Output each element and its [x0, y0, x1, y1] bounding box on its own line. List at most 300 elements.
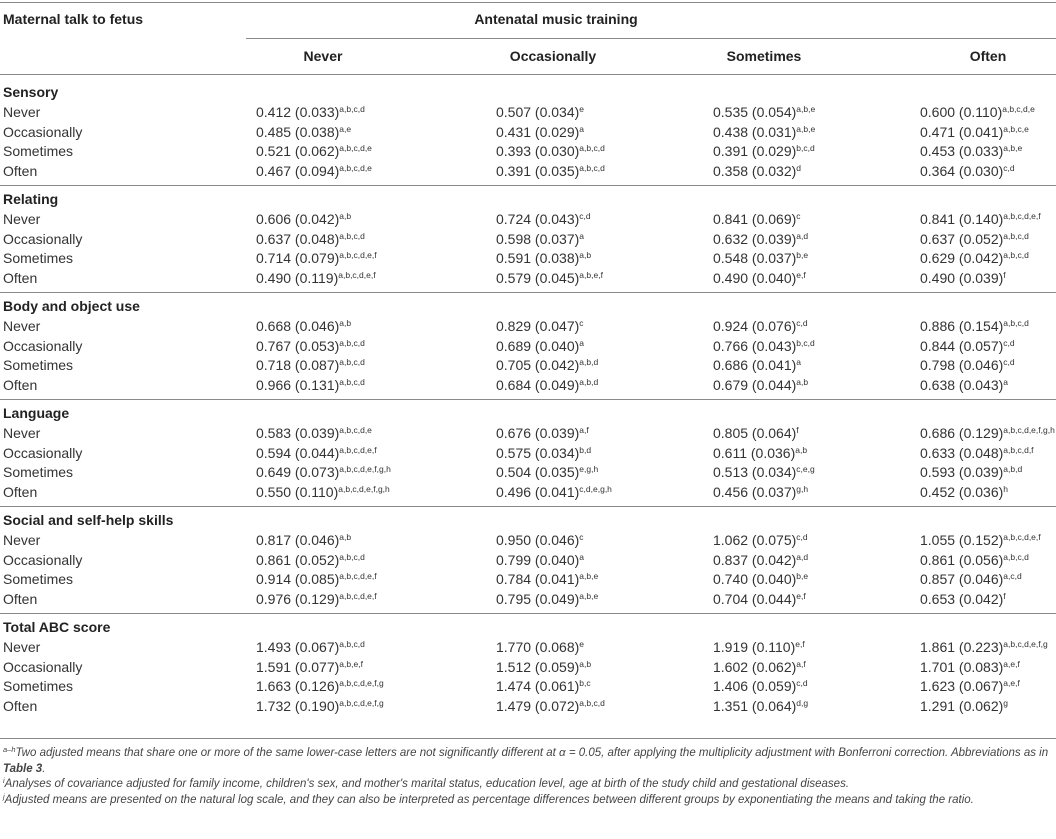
- significance-letters: a,b,c,d: [339, 357, 365, 367]
- cell-occasionally: [496, 357, 598, 373]
- significance-letters: a,b: [339, 211, 352, 221]
- cell-never: [256, 270, 376, 286]
- row-label: Sometimes: [3, 464, 74, 480]
- significance-letters: a,b,c,d: [339, 376, 365, 387]
- row-label: Occasionally: [3, 337, 83, 354]
- cell-sometimes: [713, 231, 808, 247]
- footnote-sup-j: j: [3, 791, 5, 801]
- significance-letters: a,b,c,d,e,f: [1003, 211, 1041, 221]
- adjusted-mean-value: 1.663 (0.126): [256, 678, 340, 694]
- cell-sometimes: [713, 659, 806, 675]
- adjusted-mean-value: 1.701 (0.083): [920, 658, 1004, 675]
- footnote-sup-i: i: [3, 776, 5, 786]
- significance-letters: a,b,c,e: [1003, 123, 1029, 134]
- cell-occasionally: [496, 464, 598, 480]
- cell-sometimes: [713, 357, 801, 373]
- cell-occasionally: [496, 659, 591, 675]
- column-header-sometimes: Sometimes: [726, 48, 802, 64]
- row-label: Never: [3, 104, 41, 120]
- row-label: Often: [3, 376, 38, 393]
- cell-never: [256, 377, 365, 393]
- adjusted-mean-value: 1.732 (0.190): [256, 697, 340, 714]
- cell-occasionally: [496, 104, 584, 120]
- cell-never: [256, 211, 351, 227]
- section-divider: [0, 506, 1056, 507]
- cell-never: [256, 318, 351, 334]
- row-header-label: Maternal talk to fetus: [3, 11, 144, 27]
- footnote-table-ref[interactable]: Table 3: [3, 762, 43, 775]
- cell-occasionally: [496, 270, 603, 286]
- significance-letters: c: [579, 532, 584, 542]
- adjusted-mean-value: 0.704 (0.044): [713, 590, 797, 607]
- cell-often: [920, 659, 1020, 675]
- significance-letters: a,f: [796, 658, 806, 669]
- significance-letters: c: [579, 318, 584, 328]
- cell-sometimes: [713, 250, 808, 266]
- significance-letters: a,b: [339, 532, 352, 542]
- cell-occasionally: [496, 318, 584, 334]
- adjusted-mean-value: 1.062 (0.075): [713, 532, 797, 548]
- group-header-label: Antenatal music training: [474, 11, 638, 27]
- adjusted-mean-value: 0.606 (0.042): [256, 211, 340, 227]
- row-label: Often: [3, 269, 38, 286]
- significance-letters: b,c,d: [796, 337, 815, 348]
- cell-often: [920, 143, 1022, 159]
- adjusted-mean-value: 0.358 (0.032): [713, 162, 797, 179]
- group-header-rule: [246, 38, 1056, 39]
- adjusted-mean-value: 0.507 (0.034): [496, 104, 580, 120]
- row-label: Sometimes: [3, 571, 74, 587]
- adjusted-mean-value: 1.623 (0.067): [920, 678, 1004, 694]
- significance-letters: a,b,c,d,e,f: [339, 250, 377, 260]
- cell-sometimes: [713, 678, 808, 694]
- adjusted-mean-value: 0.637 (0.048): [256, 230, 340, 247]
- adjusted-mean-value: 0.841 (0.140): [920, 211, 1004, 227]
- significance-letters: a: [1003, 376, 1009, 387]
- cell-sometimes: [713, 377, 808, 393]
- header-bottom-rule: [0, 74, 1056, 75]
- cell-sometimes: [713, 532, 808, 548]
- row-label: Never: [3, 532, 41, 548]
- significance-letters: a,b,c,d,e: [339, 143, 372, 153]
- adjusted-mean-value: 0.886 (0.154): [920, 318, 1004, 334]
- significance-letters: a,b,c,d,e,f,g: [1003, 639, 1048, 649]
- significance-letters: b,e: [796, 571, 809, 581]
- cell-occasionally: [496, 338, 584, 354]
- section-divider: [0, 613, 1056, 614]
- significance-letters: a,b,c,d,e,f: [339, 571, 377, 581]
- significance-letters: a,b,c,d,e: [1002, 104, 1035, 114]
- adjusted-mean-value: 0.638 (0.043): [920, 376, 1004, 393]
- cell-often: [920, 250, 1029, 266]
- significance-letters: a,b,c,d,e,f: [1003, 532, 1041, 542]
- adjusted-mean-value: 0.718 (0.087): [256, 357, 340, 373]
- adjusted-mean-value: 0.600 (0.110): [920, 104, 1003, 120]
- significance-letters: a,b,e,f: [579, 269, 603, 280]
- adjusted-mean-value: 0.438 (0.031): [713, 123, 797, 140]
- footnote-log-scale-text: Adjusted means are presented on the natural log scale, and they can also be interpreted as percentage differences between different groups by exponentiating the means and taking the ratio.: [4, 793, 974, 806]
- cell-never: [256, 104, 365, 120]
- cell-often: [920, 425, 1055, 441]
- cell-occasionally: [496, 532, 584, 548]
- adjusted-mean-value: 0.453 (0.033): [920, 143, 1004, 159]
- significance-letters: a: [796, 357, 802, 367]
- significance-letters: d: [796, 162, 802, 173]
- adjusted-mean-value: 0.767 (0.053): [256, 337, 340, 354]
- significance-letters: a,b,c,d,e,f,g,h: [1003, 425, 1055, 435]
- section-divider: [0, 292, 1056, 293]
- cell-often: [920, 211, 1041, 227]
- adjusted-mean-value: 0.490 (0.039): [920, 269, 1004, 286]
- cell-sometimes: [713, 318, 808, 334]
- significance-letters: a,d: [796, 230, 809, 241]
- significance-letters: b,d: [579, 444, 592, 455]
- cell-sometimes: [713, 698, 808, 714]
- cell-sometimes: [713, 211, 801, 227]
- significance-letters: a: [579, 337, 585, 348]
- cell-occasionally: [496, 425, 589, 441]
- cell-sometimes: [713, 571, 808, 587]
- significance-letters: a: [579, 551, 585, 562]
- section-title: Total ABC score: [3, 619, 111, 635]
- adjusted-mean-value: 0.611 (0.036): [713, 444, 796, 461]
- adjusted-mean-value: 1.512 (0.059): [496, 658, 580, 675]
- adjusted-mean-value: 0.391 (0.035): [496, 162, 580, 179]
- adjusted-mean-value: 0.548 (0.037): [713, 250, 797, 266]
- adjusted-mean-value: 0.521 (0.062): [256, 143, 340, 159]
- adjusted-mean-value: 0.591 (0.038): [496, 250, 580, 266]
- cell-often: [920, 532, 1041, 548]
- significance-letters: a,b,c,d: [339, 230, 365, 241]
- cell-sometimes: [713, 104, 815, 120]
- cell-never: [256, 357, 365, 373]
- cell-never: [256, 698, 384, 714]
- row-label: Occasionally: [3, 230, 83, 247]
- adjusted-mean-value: 0.550 (0.110): [256, 483, 339, 500]
- footnote-significance-text: Two adjusted means that share one or more of the same lower-case letters are not significantly different at α = 0.05, after applying the multiplicity adjustment with Bonferroni correction. Abbreviations as in: [15, 747, 1049, 759]
- significance-letters: e,f: [795, 639, 805, 649]
- adjusted-mean-value: 0.705 (0.042): [496, 357, 580, 373]
- adjusted-mean-value: 0.857 (0.046): [920, 571, 1004, 587]
- row-label: Occasionally: [3, 123, 83, 140]
- significance-letters: c,d: [579, 211, 591, 221]
- significance-letters: a,b,c,d: [1003, 230, 1029, 241]
- significance-letters: a,e,f: [1003, 658, 1020, 669]
- significance-letters: a,b,e: [579, 571, 599, 581]
- significance-letters: c,d: [796, 532, 808, 542]
- adjusted-mean-value: 0.950 (0.046): [496, 532, 580, 548]
- adjusted-mean-value: 0.637 (0.052): [920, 230, 1004, 247]
- adjusted-mean-value: 0.976 (0.129): [256, 590, 340, 607]
- cell-often: [920, 377, 1008, 393]
- cell-occasionally: [496, 591, 598, 607]
- significance-letters: a,b,c,d: [339, 337, 365, 348]
- cell-often: [920, 698, 1008, 714]
- section-title: Social and self-help skills: [3, 512, 174, 528]
- significance-letters: a: [579, 123, 585, 134]
- adjusted-mean-value: 0.490 (0.119): [256, 269, 339, 286]
- row-label: Sometimes: [3, 143, 74, 159]
- significance-letters: a,e: [339, 123, 352, 134]
- cell-never: [256, 591, 377, 607]
- table-footnotes: [3, 746, 1051, 808]
- adjusted-mean-value: 1.055 (0.152): [920, 532, 1004, 548]
- adjusted-mean-value: 0.795 (0.049): [496, 590, 580, 607]
- adjusted-mean-value: 0.784 (0.041): [496, 571, 580, 587]
- cell-often: [920, 231, 1029, 247]
- adjusted-mean-value: 0.593 (0.039): [920, 464, 1004, 480]
- cell-often: [920, 678, 1020, 694]
- cell-occasionally: [496, 484, 612, 500]
- section-divider: [0, 399, 1056, 400]
- significance-letters: a,b,c,d: [579, 143, 605, 153]
- adjusted-mean-value: 0.817 (0.046): [256, 532, 340, 548]
- significance-letters: a,f: [579, 425, 589, 435]
- adjusted-mean-value: 0.364 (0.030): [920, 162, 1004, 179]
- adjusted-mean-value: 0.714 (0.079): [256, 250, 340, 266]
- cell-occasionally: [496, 445, 591, 461]
- adjusted-mean-value: 0.471 (0.041): [920, 123, 1004, 140]
- cell-never: [256, 532, 351, 548]
- adjusted-mean-value: 1.919 (0.110): [713, 639, 796, 655]
- footnote-covariance-text: Analyses of covariance adjusted for family income, children's sex, and mother's marital status, education level, age at birth of the study child and gestational diseases.: [4, 778, 850, 791]
- significance-letters: d,g: [796, 697, 809, 708]
- significance-letters: c,d: [1003, 337, 1015, 348]
- cell-never: [256, 484, 390, 500]
- adjusted-mean-value: 0.914 (0.085): [256, 571, 340, 587]
- adjusted-mean-value: 1.479 (0.072): [496, 697, 580, 714]
- significance-letters: a,b,d: [579, 376, 599, 387]
- adjusted-mean-value: 0.633 (0.048): [920, 444, 1004, 461]
- adjusted-mean-value: 0.496 (0.041): [496, 483, 580, 500]
- cell-sometimes: [713, 124, 815, 140]
- adjusted-mean-value: 0.844 (0.057): [920, 337, 1004, 354]
- cell-sometimes: [713, 163, 801, 179]
- adjusted-mean-value: 0.431 (0.029): [496, 123, 580, 140]
- cell-never: [256, 659, 363, 675]
- row-label: Sometimes: [3, 357, 74, 373]
- adjusted-mean-value: 0.966 (0.131): [256, 376, 340, 393]
- section-title: Sensory: [3, 84, 59, 100]
- significance-letters: a,b,c,d: [339, 104, 365, 114]
- adjusted-mean-value: 1.861 (0.223): [920, 639, 1004, 655]
- cell-never: [256, 163, 372, 179]
- section-title: Relating: [3, 191, 59, 207]
- significance-letters: a,c,d: [1003, 571, 1022, 581]
- significance-letters: b,e: [796, 250, 809, 260]
- adjusted-mean-value: 0.724 (0.043): [496, 211, 580, 227]
- adjusted-mean-value: 0.924 (0.076): [713, 318, 797, 334]
- adjusted-mean-value: 0.575 (0.034): [496, 444, 580, 461]
- cell-never: [256, 124, 351, 140]
- adjusted-mean-value: 0.649 (0.073): [256, 464, 340, 480]
- significance-letters: g: [1003, 697, 1009, 708]
- significance-letters: e: [579, 639, 585, 649]
- significance-letters: h: [1003, 483, 1009, 494]
- adjusted-mean-value: 1.351 (0.064): [713, 697, 797, 714]
- column-header-never: Never: [303, 48, 343, 64]
- adjusted-mean-value: 0.837 (0.042): [713, 551, 797, 568]
- cell-often: [920, 163, 1015, 179]
- significance-letters: c,d: [1003, 162, 1015, 173]
- significance-letters: a,b: [579, 658, 592, 669]
- row-label: Never: [3, 211, 41, 227]
- adjusted-mean-value: 0.504 (0.035): [496, 464, 580, 480]
- significance-letters: a,b,c,d,e,f,g: [339, 678, 384, 688]
- significance-letters: a,b,c,d: [1003, 250, 1029, 260]
- adjusted-mean-value: 0.579 (0.045): [496, 269, 580, 286]
- adjusted-mean-value: 0.393 (0.030): [496, 143, 580, 159]
- adjusted-mean-value: 0.686 (0.129): [920, 425, 1004, 441]
- significance-letters: a,b,e: [579, 590, 599, 601]
- cell-sometimes: [713, 639, 805, 655]
- table-top-rule: [0, 2, 1056, 3]
- cell-never: [256, 143, 372, 159]
- cell-sometimes: [713, 425, 799, 441]
- significance-letters: a,b: [579, 250, 592, 260]
- cell-occasionally: [496, 231, 584, 247]
- significance-letters: a,b,c,d: [1003, 318, 1029, 328]
- significance-letters: a,b,d: [579, 357, 599, 367]
- adjusted-mean-value: 1.770 (0.068): [496, 639, 580, 655]
- row-label: Occasionally: [3, 444, 83, 461]
- adjusted-mean-value: 0.629 (0.042): [920, 250, 1004, 266]
- adjusted-mean-value: 0.490 (0.040): [713, 269, 797, 286]
- significance-letters: f: [1003, 590, 1006, 601]
- cell-occasionally: [496, 211, 591, 227]
- cell-sometimes: [713, 552, 808, 568]
- significance-letters: a,b,c,d,e: [339, 162, 372, 173]
- cell-occasionally: [496, 698, 605, 714]
- significance-letters: a,b,c,d: [579, 162, 605, 173]
- cell-occasionally: [496, 639, 584, 655]
- significance-letters: a,b,c,d: [339, 639, 365, 649]
- significance-letters: a: [579, 230, 585, 241]
- adjusted-mean-value: 1.493 (0.067): [256, 639, 340, 655]
- adjusted-mean-value: 1.291 (0.062): [920, 697, 1004, 714]
- significance-letters: b,c,d: [796, 143, 815, 153]
- significance-letters: c,d: [1003, 357, 1015, 367]
- cell-never: [256, 678, 384, 694]
- cell-never: [256, 250, 377, 266]
- cell-sometimes: [713, 591, 806, 607]
- cell-often: [920, 639, 1048, 655]
- cell-never: [256, 231, 365, 247]
- adjusted-mean-value: 0.798 (0.046): [920, 357, 1004, 373]
- adjusted-mean-value: 0.861 (0.056): [920, 551, 1004, 568]
- footnote-significance: [3, 746, 1051, 777]
- cell-occasionally: [496, 678, 591, 694]
- row-label: Sometimes: [3, 250, 74, 266]
- cell-often: [920, 104, 1035, 120]
- row-label: Never: [3, 425, 41, 441]
- significance-letters: a,b: [339, 318, 352, 328]
- adjusted-mean-value: 0.452 (0.036): [920, 483, 1004, 500]
- cell-often: [920, 338, 1015, 354]
- significance-letters: a,b: [796, 376, 809, 387]
- cell-often: [920, 124, 1029, 140]
- cell-often: [920, 571, 1022, 587]
- column-header-occasionally: Occasionally: [509, 48, 597, 64]
- adjusted-mean-value: 0.829 (0.047): [496, 318, 580, 334]
- adjusted-mean-value: 1.602 (0.062): [713, 658, 797, 675]
- cell-often: [920, 484, 1008, 500]
- significance-letters: a,b,d: [1003, 464, 1023, 474]
- section-title: Language: [3, 405, 70, 421]
- significance-letters: a,b,c,d,e,f: [338, 269, 376, 280]
- significance-letters: f: [796, 425, 799, 435]
- significance-letters: a,b,c,d,e,f,g,h: [339, 464, 391, 474]
- footnote-sup-a-h: a–h: [3, 745, 16, 754]
- cell-occasionally: [496, 571, 598, 587]
- adjusted-mean-value: 0.861 (0.052): [256, 551, 340, 568]
- adjusted-mean-value: 0.740 (0.040): [713, 571, 797, 587]
- adjusted-mean-value: 0.679 (0.044): [713, 376, 797, 393]
- significance-letters: a,b,e: [1003, 143, 1023, 153]
- row-label: Often: [3, 162, 38, 179]
- significance-letters: c,d: [796, 318, 808, 328]
- adjusted-mean-value: 0.485 (0.038): [256, 123, 340, 140]
- row-label: Often: [3, 590, 38, 607]
- cell-never: [256, 445, 377, 461]
- adjusted-mean-value: 0.799 (0.040): [496, 551, 580, 568]
- significance-letters: a,b,c,d,f: [1003, 444, 1034, 455]
- adjusted-mean-value: 0.632 (0.039): [713, 230, 797, 247]
- table-bottom-rule: [0, 738, 1056, 739]
- adjusted-mean-value: 0.686 (0.041): [713, 357, 797, 373]
- adjusted-mean-value: 0.676 (0.039): [496, 425, 580, 441]
- row-label: Never: [3, 639, 41, 655]
- adjusted-mean-value: 0.653 (0.042): [920, 590, 1004, 607]
- significance-letters: c,d,e,g,h: [579, 483, 612, 494]
- cell-never: [256, 464, 391, 480]
- section-divider: [0, 185, 1056, 186]
- significance-letters: a,d: [796, 551, 809, 562]
- significance-letters: a,b,e: [796, 123, 816, 134]
- adjusted-mean-value: 0.535 (0.054): [713, 104, 797, 120]
- adjusted-mean-value: 0.766 (0.043): [713, 337, 797, 354]
- significance-letters: c,d: [796, 678, 808, 688]
- adjusted-mean-value: 0.412 (0.033): [256, 104, 340, 120]
- adjusted-mean-value: 1.406 (0.059): [713, 678, 797, 694]
- significance-letters: e: [579, 104, 585, 114]
- cell-often: [920, 445, 1034, 461]
- footnote-log-scale: [3, 793, 1051, 809]
- significance-letters: a,b,c,d: [339, 551, 365, 562]
- cell-sometimes: [713, 464, 815, 480]
- column-header-often: Often: [969, 48, 1007, 64]
- adjusted-mean-value: 0.513 (0.034): [713, 464, 797, 480]
- significance-letters: a,b,c,d,e,f,g,h: [338, 483, 390, 494]
- footnote-covariance: [3, 777, 1051, 793]
- footnote-significance-end: .: [42, 762, 46, 775]
- cell-often: [920, 464, 1022, 480]
- section-title: Body and object use: [3, 298, 140, 314]
- significance-letters: e,g,h: [579, 464, 599, 474]
- adjusted-mean-value: 0.841 (0.069): [713, 211, 797, 227]
- cell-often: [920, 318, 1029, 334]
- cell-occasionally: [496, 143, 605, 159]
- cell-occasionally: [496, 250, 591, 266]
- significance-letters: a,b,c,d,e,f,g: [339, 697, 384, 708]
- row-label: Never: [3, 318, 41, 334]
- adjusted-mean-value: 0.805 (0.064): [713, 425, 797, 441]
- cell-never: [256, 338, 365, 354]
- significance-letters: a,b,c,d,e,f: [339, 444, 377, 455]
- adjusted-mean-value: 0.583 (0.039): [256, 425, 340, 441]
- cell-occasionally: [496, 552, 584, 568]
- adjusted-mean-value: 1.591 (0.077): [256, 658, 340, 675]
